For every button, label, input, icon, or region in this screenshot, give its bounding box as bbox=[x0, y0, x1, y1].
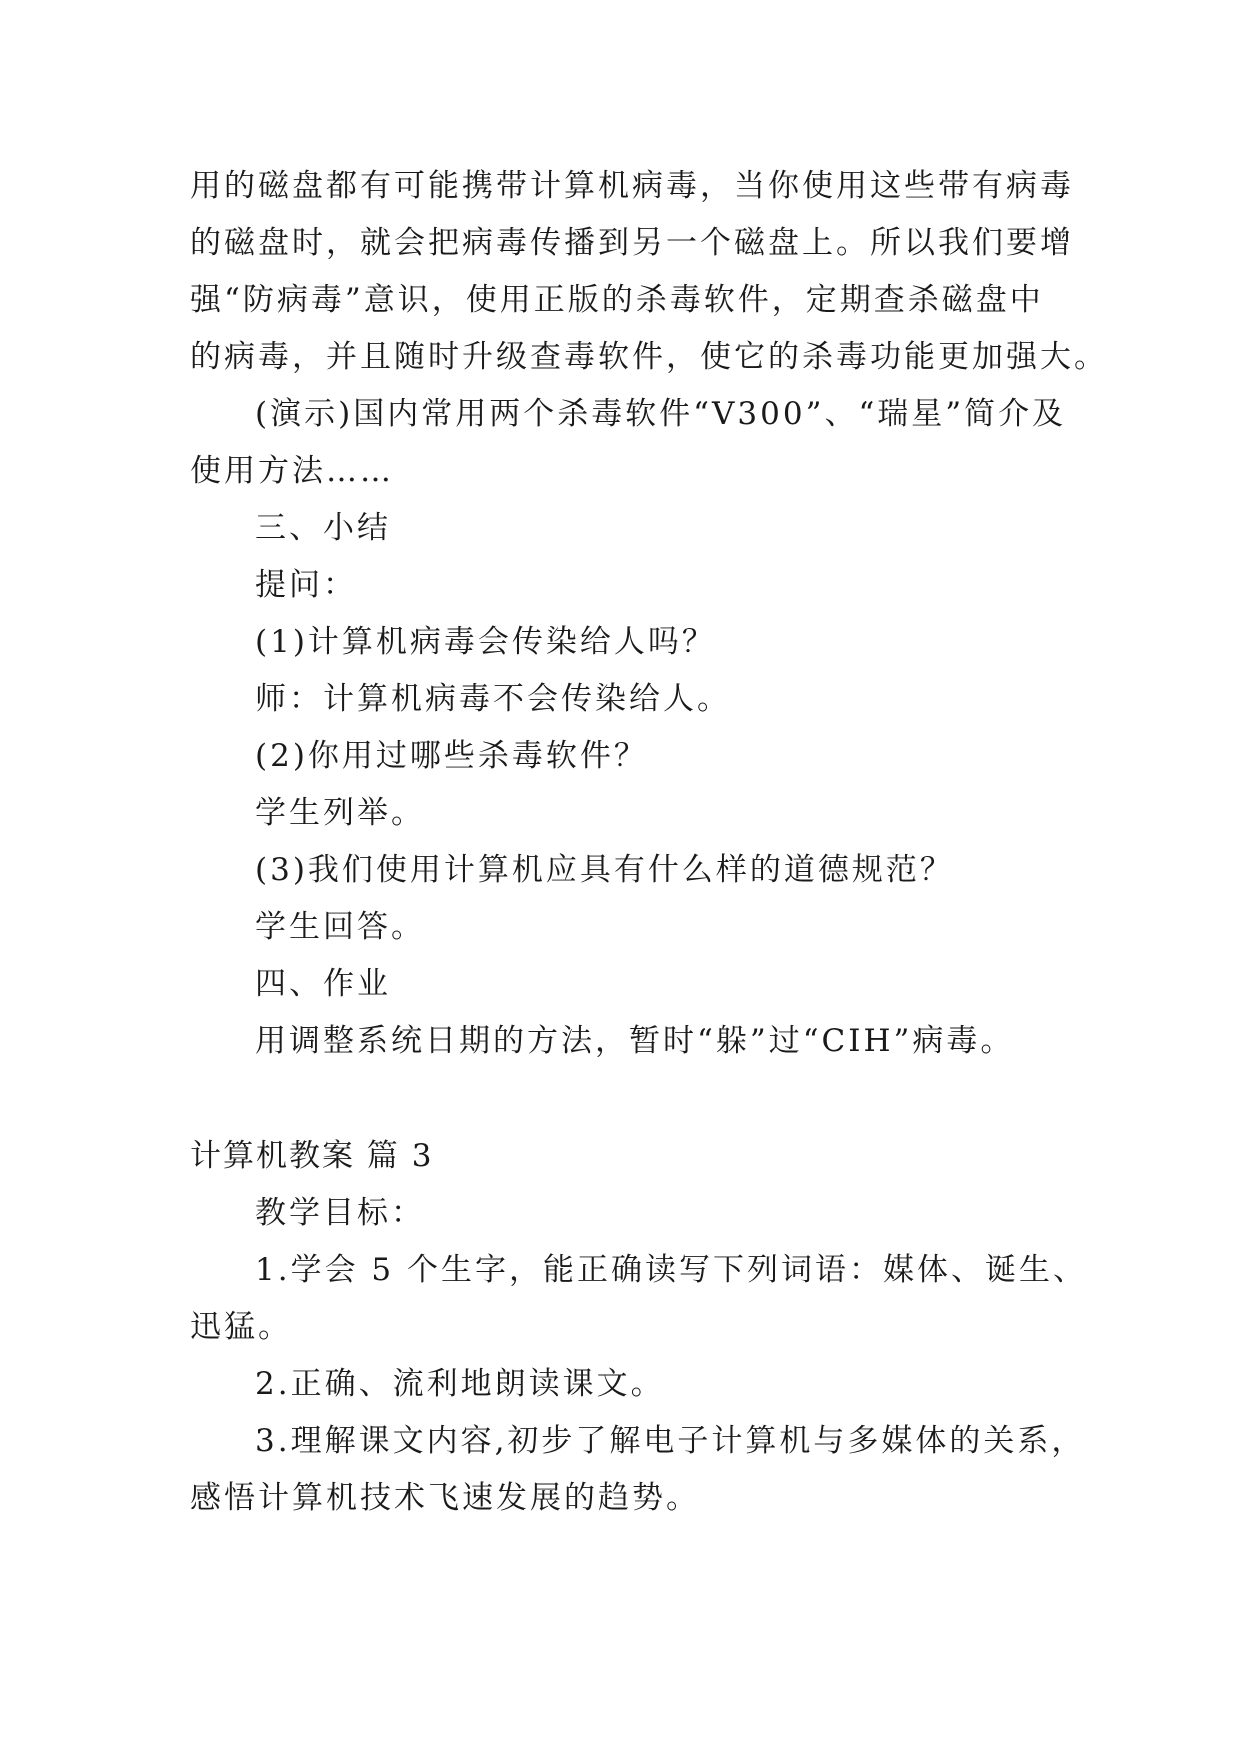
paragraph-line: 用调整系统日期的方法，暂时“躲”过“CIH”病毒。 bbox=[255, 1023, 1015, 1059]
goal-2: 2.正确、流利地朗读课文。 bbox=[255, 1366, 665, 1402]
paragraph-line: 提问： bbox=[255, 567, 357, 603]
paragraph-line: (演示)国内常用两个杀毒软件“V300”、“瑞星”简介及 bbox=[255, 396, 1067, 432]
answer-2: 学生列举。 bbox=[255, 795, 425, 831]
paragraph-line: 用的磁盘都有可能携带计算机病毒，当你使用这些带有病毒 bbox=[190, 168, 1074, 204]
question-2: (2)你用过哪些杀毒软件？ bbox=[255, 738, 648, 774]
question-3: (3)我们使用计算机应具有什么样的道德规范？ bbox=[255, 852, 954, 888]
paragraph-line: 强“防病毒”意识，使用正版的杀毒软件，定期查杀磁盘中 bbox=[190, 282, 1044, 318]
goal-1: 1.学会 5 个生字，能正确读写下列词语：媒体、诞生、 bbox=[255, 1252, 1088, 1288]
goal-3: 3.理解课文内容,初步了解电子计算机与多媒体的关系， bbox=[255, 1423, 1086, 1459]
question-1: (1)计算机病毒会传染给人吗？ bbox=[255, 624, 716, 660]
section-title: 计算机教案 篇 3 bbox=[190, 1138, 434, 1174]
answer-3: 学生回答。 bbox=[255, 909, 425, 945]
paragraph-line: 教学目标： bbox=[255, 1195, 425, 1231]
paragraph-line: 的磁盘时，就会把病毒传播到另一个磁盘上。所以我们要增 bbox=[190, 225, 1074, 261]
subheading-homework: 四、作业 bbox=[255, 966, 391, 1002]
paragraph-line: 感悟计算机技术飞速发展的趋势。 bbox=[190, 1480, 700, 1516]
subheading-summary: 三、小结 bbox=[255, 510, 391, 546]
paragraph-line: 迅猛。 bbox=[190, 1309, 292, 1345]
paragraph-line: 使用方法…… bbox=[190, 453, 394, 489]
paragraph-line: 的病毒，并且随时升级查毒软件，使它的杀毒功能更加强大。 bbox=[190, 339, 1108, 375]
answer-1: 师：计算机病毒不会传染给人。 bbox=[255, 681, 731, 717]
